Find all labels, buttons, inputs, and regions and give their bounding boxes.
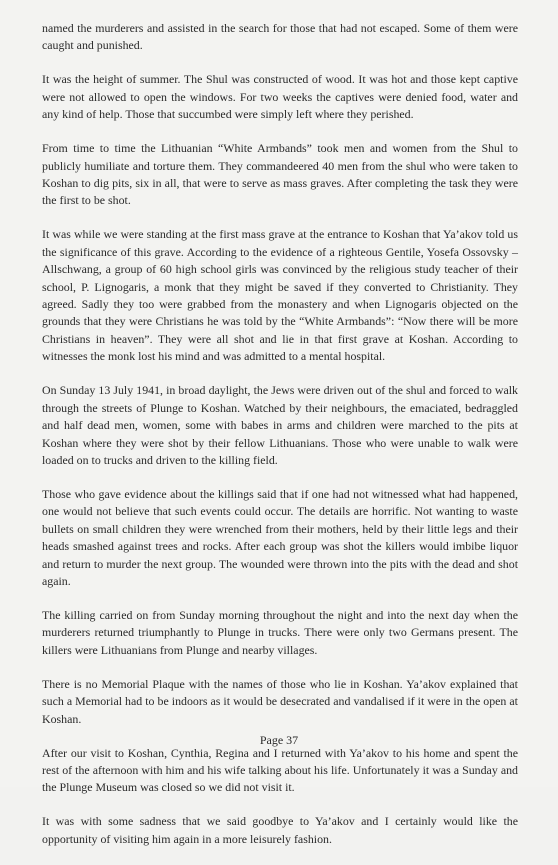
paragraph: The killing carried on from Sunday morning throughout the night and into the next day when the murderers returned triumphantly to Plunge in trucks. There were only two Germans present. The killers were Lithuanians from Plunge and nearby villages. xyxy=(42,607,518,657)
paragraph: named the murderers and assisted in the search for those that had not escaped. Some of them were caught and punished. xyxy=(42,21,518,53)
paragraph: On Sunday 13 July 1941, in broad daylight, the Jews were driven out of the shul and forced to walk through the streets of Plunge to Koshan. Watched by their neighbours, the emaciated, bedraggled and half dead men, women, some with babes in arms and children were marched to the pits at Koshan where they were shot by their fellow Lithuanians. Those who were unable to walk were loaded on to trucks and driven to the killing field. xyxy=(42,383,518,467)
paragraph: There is no Memorial Plaque with the names of those who lie in Koshan. Ya’akov explained that such a Memorial had to be indoors as it would be desecrated and vandalised if it were in the open at Koshan. xyxy=(42,676,518,726)
paragraph: It was the height of summer. The Shul was constructed of wood. It was hot and those kept captive were not allowed to open the windows. For two weeks the captives were denied food, water and any kind of help. Those that succumbed were simply left where they perished. xyxy=(42,72,518,122)
paragraph: Those who gave evidence about the killings said that if one had not witnessed what had happened, one would not believe that such events could occur. The details are horrific. Not wanting to waste bullets on small children they were wrenched from their mothers, held by their little legs and their heads smashed against trees and rocks. After each group was shot the killers would imbibe liquor and return to murder the next group. The wounded were thrown into the pits with the dead and shot again. xyxy=(42,486,518,588)
paragraph: It was while we were standing at the first mass grave at the entrance to Koshan that Ya’akov told us the significance of this grave. According to the evidence of a righteous Gentile, Yosefa Ossovsky – Allschwang, a group of 60 high school girls was convinced by the religious study teacher of their school, P. Lignogaris, a monk that they might be saved if they converted to Christianity. They agreed. Sadly they too were grabbed from the monastery and when Lignogaris objected on the grounds that they were Christians he was told by the “White Armbands”: “Now there will be more Christians in heaven”. They were all shot and lie in that first grave at Koshan. According to witnesses the monk lost his mind and was admitted to a mental hospital. xyxy=(42,227,518,364)
page-number: Page 37 xyxy=(259,733,299,747)
paragraph: After our visit to Koshan, Cynthia, Regina and I returned with Ya’akov to his home and spent the rest of the afternoon with him and his wife talking about his life. Unfortunately it was a Sunday and the Plunge Museum was closed so we did not visit it. xyxy=(42,745,518,795)
paragraph: From time to time the Lithuanian “White Armbands” took men and women from the Shul to publicly humiliate and torture them. They commandeered 40 men from the shul who were taken to Koshan to dig pits, six in all, that were to serve as mass graves. After completing the task they were the first to be shot. xyxy=(42,141,518,208)
paragraph: It was with some sadness that we said goodbye to Ya’akov and I certainly would like the opportunity of visiting him again in a more leisurely fashion. xyxy=(42,814,518,846)
